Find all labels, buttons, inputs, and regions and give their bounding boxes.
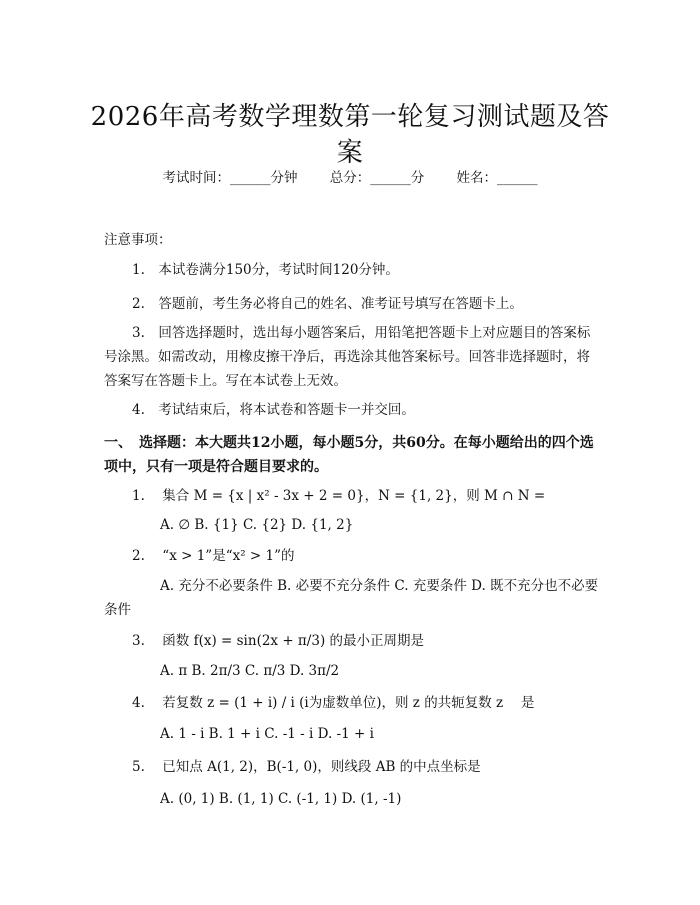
exam-time-field: 考试时间：______分钟 <box>162 170 298 186</box>
question-4-options: A. 1 - i B. 1 + i C. -1 - i D. -1 + i <box>160 726 374 742</box>
question-number: 3. <box>132 633 145 649</box>
question-stem: 若复数 z = (1 + i) / i (i为虚数单位)，则 z 的共轭复数 z 是 <box>162 695 535 711</box>
question-stem: “x > 1”是“x² > 1”的 <box>162 548 295 564</box>
notice-item-2: 2. 答题前，考生务必将自己的姓名、准考证号填写在答题卡上。 <box>132 296 523 312</box>
question-5 <box>132 757 600 777</box>
question-1-options: A. ∅ B. {1} C. {2} D. {1, 2} <box>160 517 354 533</box>
question-3 <box>132 631 600 651</box>
question-stem: 集合 M = {x | x² - 3x + 2 = 0}，N = {1, 2}，则 M ∩ N = <box>162 488 546 504</box>
document-title: 2026年高考数学理数第一轮复习测试题及答案 <box>90 102 610 169</box>
section-heading-choice: 一、 选择题：本大题共12小题，每小题5分，共60分。在每小题给出的四个选项中，只有一项是符合题目要求的。 <box>104 435 594 475</box>
question-number: 2. <box>132 548 145 564</box>
question-5-options: A. (0, 1) B. (1, 1) C. (-1, 1) D. (1, -1) <box>160 791 402 807</box>
question-1 <box>132 486 600 506</box>
question-number: 5. <box>132 759 145 775</box>
student-name-field: 姓名：______ <box>456 170 538 186</box>
total-score-field: 总分：______分 <box>329 170 425 186</box>
notice-item-4: 4. 考试结束后，将本试卷和答题卡一并交回。 <box>132 402 415 418</box>
question-number: 4. <box>132 695 145 711</box>
question-number: 1. <box>132 488 145 504</box>
notice-item-1: 1. 本试卷满分150分，考试时间120分钟。 <box>132 262 399 278</box>
question-2-options: A. 充分不必要条件 B. 必要不充分条件 C. 充要条件 D. 既不充分也不必要条件 <box>104 578 599 618</box>
question-3-options: A. π B. 2π/3 C. π/3 D. 3π/2 <box>160 663 340 679</box>
notice-heading: 注意事项： <box>104 232 172 248</box>
question-stem: 已知点 A(1, 2)，B(-1, 0)，则线段 AB 的中点坐标是 <box>162 759 481 775</box>
question-2 <box>132 546 600 566</box>
notice-item-3: 3. 回答选择题时，选出每小题答案后，用铅笔把答题卡上对应题目的答案标号涂黑。如需改动，用橡皮擦干净后，再选涂其他答案标号。回答非选择题时，将答案写在答题卡上。写在本试卷上无效。 <box>104 325 591 389</box>
question-4 <box>132 693 600 713</box>
exam-info-line <box>0 168 700 188</box>
question-stem: 函数 f(x) = sin(2x + π/3) 的最小正周期是 <box>162 633 424 649</box>
